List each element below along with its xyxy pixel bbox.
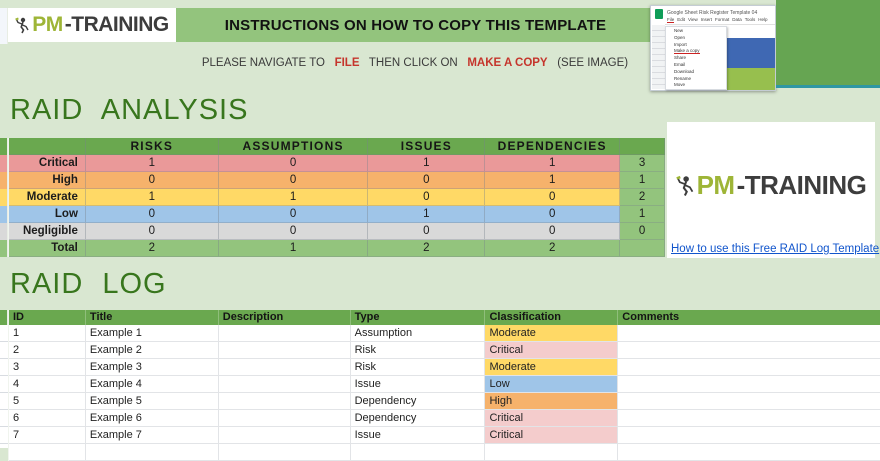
- cell[interactable]: 0: [485, 206, 620, 223]
- raid-template-help-link[interactable]: How to use this Free RAID Log Template: [671, 243, 880, 255]
- cell-type[interactable]: Assumption: [351, 325, 486, 342]
- cell[interactable]: 0: [485, 189, 620, 206]
- analysis-header-dependencies[interactable]: DEPENDENCIES: [485, 138, 620, 155]
- cell[interactable]: 0: [86, 172, 219, 189]
- log-header-type[interactable]: Type: [351, 310, 486, 325]
- cell-description[interactable]: [219, 376, 351, 393]
- log-header-comments[interactable]: Comments: [622, 311, 680, 323]
- row-header-strip-segment: [0, 8, 8, 44]
- cell-comments[interactable]: [618, 342, 880, 359]
- cell[interactable]: 1: [368, 206, 485, 223]
- analysis-header-risks[interactable]: RISKS: [86, 138, 219, 155]
- mini-menu-insert: Insert: [700, 17, 712, 22]
- mini-item-make-a-copy: Make a copy: [674, 48, 700, 54]
- cell-type[interactable]: Dependency: [351, 393, 486, 410]
- cell[interactable]: 1: [86, 155, 219, 172]
- row-header-strip-segment: [0, 138, 8, 155]
- logo-text-pm: PM: [696, 170, 735, 200]
- cell[interactable]: 0: [219, 155, 369, 172]
- cell-title[interactable]: Example 4: [86, 376, 219, 393]
- cell-type[interactable]: [351, 444, 486, 461]
- cell-title[interactable]: Example 1: [86, 325, 219, 342]
- cell[interactable]: 1: [219, 240, 369, 257]
- log-header-id[interactable]: ID: [9, 310, 86, 325]
- cell-type[interactable]: Dependency: [351, 410, 486, 427]
- log-row-empty: [9, 444, 880, 461]
- cell-description[interactable]: [219, 410, 351, 427]
- cell-classification[interactable]: Critical: [485, 410, 618, 427]
- cell-title[interactable]: Example 7: [86, 427, 219, 444]
- cell[interactable]: 0: [485, 223, 620, 240]
- mini-item-import: Import: [674, 41, 687, 47]
- log-row-7: [9, 427, 880, 444]
- log-header-description[interactable]: Description: [219, 310, 351, 325]
- instruction-file: FILE: [334, 57, 360, 69]
- row-label[interactable]: Critical: [9, 155, 86, 172]
- cell[interactable]: 2: [368, 240, 485, 257]
- mini-menubar: [667, 17, 773, 23]
- cell-id[interactable]: 7: [9, 427, 86, 444]
- climber-icon: [676, 175, 695, 197]
- row-label[interactable]: High: [9, 172, 86, 189]
- cell-comments[interactable]: [618, 376, 880, 393]
- cell[interactable]: 2: [485, 240, 620, 257]
- row-header-strip-segment: [0, 310, 8, 325]
- cell-comments[interactable]: [618, 427, 880, 444]
- mini-menu-format: Format: [714, 17, 730, 22]
- cell-comments[interactable]: [618, 444, 880, 461]
- log-header-title[interactable]: Title: [86, 310, 219, 325]
- cell[interactable]: 2: [86, 240, 219, 257]
- cell-classification[interactable]: Moderate: [485, 325, 618, 342]
- log-row-6: [9, 410, 880, 427]
- cell-title[interactable]: [86, 444, 219, 461]
- log-row-3: [9, 359, 880, 376]
- row-total-cell[interactable]: 1: [620, 206, 665, 223]
- mini-menu-tools: Tools: [744, 17, 756, 22]
- cell[interactable]: 0: [368, 172, 485, 189]
- row-header-strip-segment: [0, 223, 8, 240]
- cell-id[interactable]: 3: [9, 359, 86, 376]
- logo-text-training: -TRAINING: [736, 170, 867, 200]
- row-total-cell[interactable]: 3: [620, 155, 665, 172]
- instruction-part: PLEASE NAVIGATE TO: [201, 57, 325, 69]
- row-header-strip-segment: [0, 189, 8, 206]
- mini-row-numbers: [652, 25, 665, 89]
- pm-training-logo: [8, 8, 176, 42]
- climber-icon: [15, 17, 30, 34]
- cell-classification[interactable]: Moderate: [485, 359, 618, 376]
- cell[interactable]: 1: [86, 189, 219, 206]
- mini-menu-edit: Edit: [677, 17, 686, 22]
- cell[interactable]: 0: [219, 223, 369, 240]
- analysis-row-total: [9, 240, 665, 257]
- mini-item-email: Email: [674, 61, 686, 67]
- cell-comments[interactable]: [618, 393, 880, 410]
- mini-item-rename: Rename: [674, 75, 692, 81]
- row-header-strip-segment: [0, 206, 8, 223]
- cell-id[interactable]: 6: [9, 410, 86, 427]
- cell-id[interactable]: 2: [9, 342, 86, 359]
- row-label[interactable]: Total: [9, 240, 86, 257]
- cell-classification[interactable]: [485, 444, 618, 461]
- cell-type[interactable]: Risk: [351, 342, 486, 359]
- mini-menu-view: View: [688, 17, 698, 22]
- mini-menu-help: Help: [758, 17, 768, 22]
- banner-title: INSTRUCTIONS ON HOW TO COPY THIS TEMPLATE: [224, 16, 607, 34]
- mini-item-move: Move: [674, 82, 686, 88]
- cell-description[interactable]: [219, 444, 351, 461]
- cell-type[interactable]: Issue: [351, 427, 486, 444]
- cell-id[interactable]: 5: [9, 393, 86, 410]
- cell[interactable]: 1: [485, 172, 620, 189]
- raid-analysis-table: [8, 138, 665, 257]
- mini-doc-title: Google Sheet Risk Register Template 04: [667, 10, 758, 16]
- cell-description[interactable]: [219, 393, 351, 410]
- log-header-row: [9, 310, 880, 325]
- cell[interactable]: 0: [368, 223, 485, 240]
- cell-comments[interactable]: [618, 325, 880, 342]
- cell-description[interactable]: [219, 427, 351, 444]
- row-header-strip-segment: [0, 240, 8, 257]
- raid-log-title: RAID LOG: [10, 268, 167, 300]
- cell[interactable]: 0: [86, 206, 219, 223]
- row-label[interactable]: Moderate: [9, 189, 86, 206]
- analysis-row-low: [9, 206, 665, 223]
- row-total-cell[interactable]: 0: [620, 223, 665, 240]
- cell-title[interactable]: Example 6: [86, 410, 219, 427]
- cell-type[interactable]: Issue: [351, 376, 486, 393]
- cell-id[interactable]: 1: [9, 325, 86, 342]
- analysis-corner-cell[interactable]: [9, 138, 86, 155]
- cell[interactable]: 0: [86, 223, 219, 240]
- mini-item-share: Share: [674, 55, 687, 61]
- cell-comments[interactable]: [618, 410, 880, 427]
- row-label[interactable]: Negligible: [9, 223, 86, 240]
- mini-file-menu-dropdown: [665, 26, 727, 90]
- instruction-make-a-copy: MAKE A COPY: [467, 57, 548, 69]
- pm-training-logo-large: [667, 170, 875, 201]
- cell[interactable]: 1: [368, 155, 485, 172]
- row-total-cell[interactable]: [620, 240, 665, 257]
- cell-type[interactable]: Risk: [351, 359, 486, 376]
- sheets-icon: [655, 9, 663, 19]
- analysis-row-critical: [9, 155, 665, 172]
- instruction-part: THEN CLICK ON: [368, 57, 458, 69]
- cell-title[interactable]: Example 2: [86, 342, 219, 359]
- cell-description[interactable]: [219, 325, 351, 342]
- cell-title[interactable]: Example 5: [86, 393, 219, 410]
- mini-item-download: Download: [674, 68, 695, 74]
- log-row-5: [9, 393, 880, 410]
- cell-description[interactable]: [219, 359, 351, 376]
- instruction-line: [175, 57, 655, 69]
- analysis-row-negligible: [9, 223, 665, 240]
- row-header-strip-segment: [0, 172, 8, 189]
- logo-text-training: -TRAINING: [64, 13, 169, 36]
- cell[interactable]: 1: [219, 189, 369, 206]
- cell-classification[interactable]: Critical: [485, 427, 618, 444]
- cell-classification[interactable]: Low: [485, 376, 618, 393]
- teal-divider: [776, 85, 880, 88]
- log-row-2: [9, 342, 880, 359]
- cell[interactable]: 0: [219, 206, 369, 223]
- analysis-header-issues[interactable]: ISSUES: [368, 138, 485, 155]
- mini-item-new: New: [674, 28, 684, 33]
- cell-classification[interactable]: High: [485, 393, 618, 410]
- analysis-row-moderate: [9, 189, 665, 206]
- analysis-header-total[interactable]: [620, 138, 665, 155]
- mini-menu-data: Data: [732, 17, 742, 22]
- raid-log-table: [8, 310, 880, 461]
- instructions-banner: [176, 8, 655, 42]
- sheets-screenshot-image: [650, 5, 776, 91]
- mini-item-open: Open: [674, 34, 686, 40]
- green-decoration-block: [776, 0, 880, 85]
- cell[interactable]: 1: [485, 155, 620, 172]
- cell-comments[interactable]: [618, 359, 880, 376]
- instruction-part: (SEE IMAGE): [557, 57, 629, 69]
- cell-id[interactable]: [9, 444, 86, 461]
- log-row-4: [9, 376, 880, 393]
- cell-id[interactable]: 4: [9, 376, 86, 393]
- analysis-header-row: [9, 138, 665, 155]
- row-header-strip-rows: [0, 325, 8, 448]
- cell-title[interactable]: Example 3: [86, 359, 219, 376]
- row-header-strip-segment: [0, 155, 8, 172]
- logo-text-pm: PM: [32, 13, 63, 36]
- log-header-classification[interactable]: Classification: [485, 310, 618, 325]
- log-row-1: [9, 325, 880, 342]
- row-total-cell[interactable]: 2: [620, 189, 665, 206]
- cell[interactable]: 0: [368, 189, 485, 206]
- mini-toolbar-divider: [665, 24, 775, 25]
- analysis-header-assumptions[interactable]: ASSUMPTIONS: [219, 138, 369, 155]
- row-label[interactable]: Low: [9, 206, 86, 223]
- cell-description[interactable]: [219, 342, 351, 359]
- side-panel: [667, 122, 880, 258]
- cell-classification[interactable]: Critical: [485, 342, 618, 359]
- cell[interactable]: 0: [219, 172, 369, 189]
- analysis-row-high: [9, 172, 665, 189]
- raid-analysis-title: RAID ANALYSIS: [10, 94, 249, 126]
- row-total-cell[interactable]: 1: [620, 172, 665, 189]
- mini-menu-file: File: [667, 17, 675, 22]
